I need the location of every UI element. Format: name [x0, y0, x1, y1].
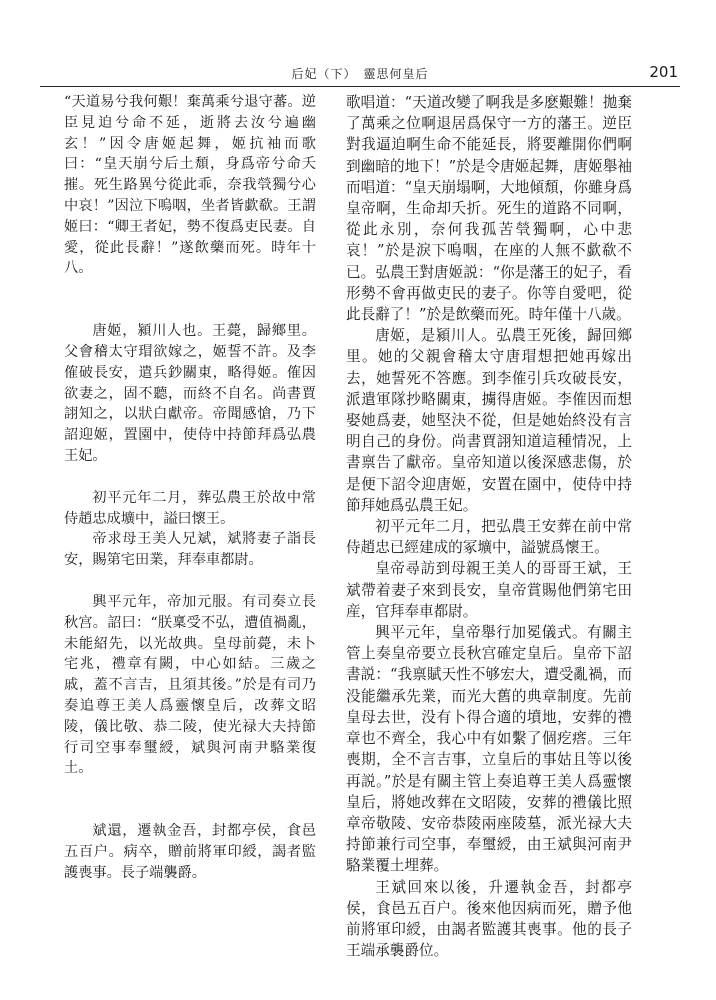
classical-paragraph: 初平元年二月，葬弘農王於故中常侍趙忠成壙中，謚曰懷王。 — [64, 489, 316, 527]
translation-column — [346, 92, 632, 961]
classical-paragraph: 唐姬，潁川人也。王薨，歸鄉里。父會稽太守瑁欲嫁之，姬誓不許。及李傕破長安，遣兵鈔關東，略得姬。傕因欲妻之，固不聽，而終不自名。尚書賈詡知之，以狀白獻帝。帝聞感愴，乃下詔迎姬，置園中，使侍中持節拜爲弘農王妃。 — [64, 323, 316, 464]
paragraph-spacer — [64, 279, 316, 321]
translation-paragraph: 興平元年，皇帝舉行加冕儀式。有關主管上奏皇帝要立長秋宫確定皇后。皇帝下詔書説：“我禀賦天性不够宏大，遭受亂禍，而没能繼承先業，而光大舊的典章制度。先前皇母去世，没有卜得合適的墳地，安葬的禮章也不齊全，我心中有如繫了個疙瘩。三年喪期，全不言吉事，立皇后的事姑且等以後再説。”於是有關主管上奏追尊王美人爲靈懷皇后，將她改葬在文昭陵，安葬的禮儀比照章帝敬陵、安帝恭陵兩座陵墓，派光禄大夫持節兼行司空事，奉璽綬，由王斌與河南尹駱業覆土埋葬。 — [346, 624, 632, 875]
paragraph-spacer — [64, 571, 316, 592]
classical-text-column — [64, 92, 316, 884]
translation-paragraph: 王斌回來以後，升遷執金吾，封都亭侯，食邑五百户。後來他因病而死，贈予他前將軍印綬，由謁者監護其喪事。他的長子王端承襲爵位。 — [346, 878, 632, 960]
running-header — [40, 62, 680, 87]
translation-paragraph: 皇帝尋訪到母親王美人的哥哥王斌，王斌帶着妻子來到長安，皇帝賞賜他們第宅田産，官拜奉車都尉。 — [346, 560, 632, 620]
classical-paragraph: 斌還，遷執金吾，封都亭侯，食邑五百户。病卒，贈前將軍印綬，謁者監護喪事。長子端襲爵。 — [64, 823, 316, 881]
translation-paragraph: 唐姬，是潁川人。弘農王死後，歸回鄉里。她的父親會稽太守唐瑁想把她再嫁出去，她誓死不答應。到李傕引兵攻破長安，派遣軍隊抄略關東，擄得唐姬。李傕因而想娶她爲妻，她堅決不從，但是她始終没有言明自己的身份。尚書賈詡知道這種情况，上書禀告了獻帝。皇帝知道以後深感悲傷，於是便下詔令迎唐姬，安置在園中，使侍中持節拜她爲弘農王妃。 — [346, 327, 632, 514]
classical-paragraph: 興平元年，帝加元服。有司奏立長秋宫。詔曰：“朕稟受不弘，遭值禍亂，未能紹先，以光故典。皇母前薨，未卜宅兆，禮章有闕，中心如結。三歲之戚，蓋不言吉，且須其後。”於是有司乃奏追尊王美人爲靈懷皇后，改葬文昭陵，儀比敬、恭二陵，使光禄大夫持節行司空事奉璽綬，斌與河南尹駱業復土。 — [64, 593, 316, 777]
paragraph-spacer — [64, 467, 316, 488]
classical-paragraph: 帝求母王美人兄斌，斌將妻子詣長安，賜第宅田業，拜奉車都尉。 — [64, 531, 316, 569]
classical-paragraph: “天道易兮我何艱！棄萬乘兮退守蕃。逆臣見迫兮命不延，逝將去汝兮遍幽玄！”因令唐姬起舞，姬抗袖而歌曰：“皇天崩兮后土頹，身爲帝兮命夭摧。死生路異兮從此乖，奈我煢獨兮心中哀！”因泣下嗚咽，坐者皆歔欷。王謂姬曰：“卿王者妃，勢不復爲吏民妻。自愛，從此長辭！”遂飲藥而死。時年十八。 — [64, 94, 316, 277]
running-title: 后妃（下） 靈思何皇后 — [291, 67, 429, 81]
translation-paragraph: 歌唱道：“天道改變了啊我是多麽艱難！拋棄了萬乘之位啊退居爲保守一方的藩王。逆臣對我逼迫啊生命不能延長，將要離開你們啊到幽暗的地下！”於是令唐姬起舞，唐姬舉袖而唱道：“皇天崩塌啊，大地傾頹，你雖身爲皇帝啊，生命却夭折。死生的道路不同啊，從此永別，奈何我孤苦煢獨啊，心中悲哀！”於是淚下嗚咽，在座的人無不歔欷不已。弘農王對唐姬説：“你是藩王的妃子，看形勢不會再做吏民的妻子。你等自愛吧，從此長辭了！”於是飲藥而死。時年僅十八歲。 — [346, 94, 632, 324]
page-number: 201 — [649, 63, 678, 81]
translation-paragraph: 初平元年二月，把弘農王安葬在前中常侍趙忠已經建成的冢壙中，謚號爲懷王。 — [346, 518, 632, 557]
paragraph-spacer — [64, 779, 316, 821]
